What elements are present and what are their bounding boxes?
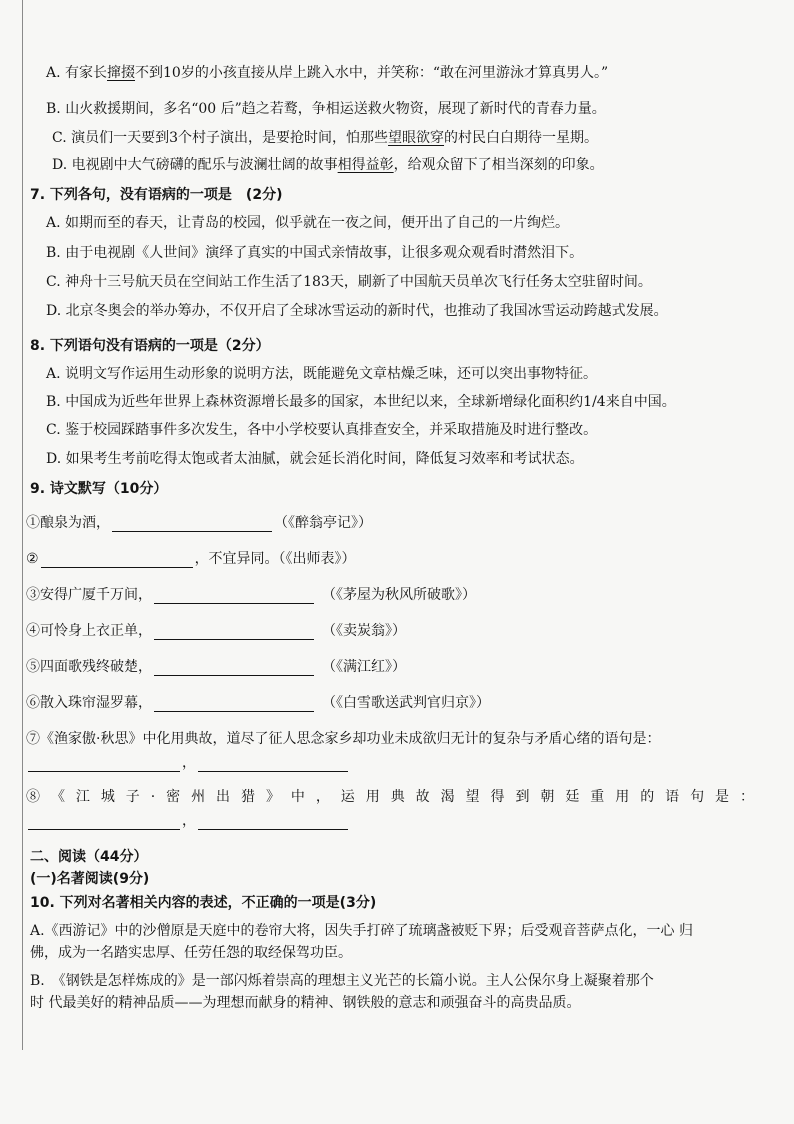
q8-option-a: A. 说明文写作运用生动形象的说明方法，既能避免文章枯燥乏味，还可以突出事物特征。 — [46, 366, 598, 382]
q9-7-answer-blank-2[interactable] — [198, 757, 348, 772]
q9-7-comma: ， — [182, 755, 196, 771]
q6-c-text-pre: C. 演员们一天要到3个村子演出，是要抢时间，怕那些 — [52, 130, 389, 146]
q8-title: 8. 下列语句没有语病的一项是（2分） — [30, 338, 270, 354]
q9-7-answer-blank-1[interactable] — [28, 757, 180, 772]
q9-item-2 — [26, 550, 356, 568]
q9-4-answer-blank[interactable] — [154, 625, 314, 640]
q10-option-a-line2: 佛，成为一名踏实忠厚、任劳任怨的取经保驾功臣。 — [30, 945, 352, 961]
q9-3-answer-blank[interactable] — [154, 589, 314, 604]
q9-6-source: （《白雪歌送武判官归京》） — [322, 695, 490, 711]
q9-1-prompt: ①酿泉为酒， — [26, 515, 110, 531]
q6-d-text-post: ，给观众留下了相当深刻的印象。 — [393, 157, 604, 173]
section2-title: 二、阅读（44分） — [30, 849, 148, 865]
q9-item-3 — [26, 586, 476, 604]
q9-6-answer-blank[interactable] — [154, 697, 314, 712]
q9-item-8-answers — [26, 812, 350, 830]
q9-1-source: （《醉翁亭记》） — [274, 515, 372, 531]
q6-a-text-pre: A. 有家长 — [46, 65, 108, 81]
q9-2-source: ，不宜异同。（《出师表》） — [194, 551, 356, 567]
q6-option-a — [46, 64, 608, 82]
q9-1-answer-blank[interactable] — [112, 517, 272, 532]
q9-4-prompt: ④可怜身上衣正单， — [26, 623, 152, 639]
q6-option-b: B. 山火救援期间，多名“00 后”趋之若鹜，争相运送救火物资，展现了新时代的青春力量。 — [46, 101, 606, 117]
q9-4-source: （《卖炭翁》） — [322, 623, 406, 639]
q9-item-4 — [26, 622, 406, 640]
q9-8-answer-blank-1[interactable] — [28, 815, 180, 830]
q7-option-b: B. 由于电视剧《人世间》演绎了真实的中国式亲情故事，让很多观众观看时潸然泪下。 — [46, 245, 584, 261]
q9-2-prompt: ② — [26, 551, 39, 567]
section2-subtitle: (一)名著阅读(9分) — [30, 871, 150, 887]
q7-option-d: D. 北京冬奥会的举办筹办，不仅开启了全球冰雪运动的新时代，也推动了我国冰雪运动跨越式发展。 — [46, 303, 668, 319]
q9-3-prompt: ③安得广厦千万间， — [26, 587, 152, 603]
q8-option-c: C. 鉴于校园踩踏事件多次发生，各中小学校要认真排查安全，并采取措施及时进行整改。 — [46, 422, 598, 438]
q9-item-8: ⑧《江城子·密州出猎》中，运用典故渴望得到朝廷重用的语句是： — [26, 789, 754, 805]
q9-item-5 — [26, 658, 406, 676]
q9-5-prompt: ⑤四面歌残终破楚， — [26, 659, 152, 675]
q6-d-text-pre: D. 电视剧中大气磅礴的配乐与波澜壮阔的故事 — [52, 157, 338, 173]
q10-title: 10. 下列对名著相关内容的表述，不正确的一项是(3分) — [30, 895, 377, 911]
q10-option-b-line2: 时 代最美好的精神品质——为理想而献身的精神、钢铁般的意志和顽强奋斗的高贵品质。 — [30, 995, 581, 1011]
q9-5-answer-blank[interactable] — [154, 661, 314, 676]
q6-c-underlined-word: 望眼欲穿 — [388, 130, 445, 146]
q8-option-d: D. 如果考生考前吃得太饱或者太油腻，就会延长消化时间，降低复习效率和考试状态。 — [46, 451, 584, 467]
q6-c-text-post: 的村民白白期待一星期。 — [444, 130, 599, 146]
q6-d-underlined-word: 相得益彰 — [337, 157, 394, 173]
q9-item-6 — [26, 694, 490, 712]
q9-item-7-answers — [26, 754, 350, 772]
q9-item-1 — [26, 514, 372, 532]
q6-option-d — [52, 156, 604, 174]
q6-a-underlined-word: 撺掇 — [107, 65, 136, 81]
q6-a-text-post: 不到10岁的小孩直接从岸上跳入水中，并笑称：“敢在河里游泳才算真男人。” — [135, 65, 609, 81]
q10-option-a-line1: A.《西游记》中的沙僧原是天庭中的卷帘大将，因失手打碎了琉璃盏被贬下界；后受观音菩萨点化，一心 归 — [30, 923, 694, 939]
q10-option-b-line1: B. 《钢铁是怎样炼成的》是一部闪烁着崇高的理想主义光芒的长篇小说。主人公保尔身上凝聚着那个 — [30, 973, 654, 989]
q6-option-c — [52, 129, 598, 147]
q9-5-source: （《满江红》） — [322, 659, 406, 675]
q9-item-7: ⑦《渔家傲·秋思》中化用典故，道尽了征人思念家乡却功业未成欲归无计的复杂与矛盾心绪的语句是： — [26, 731, 661, 747]
q9-6-prompt: ⑥散入珠帘湿罗幕， — [26, 695, 152, 711]
q7-title: 7. 下列各句，没有语病的一项是 (2分) — [30, 187, 283, 203]
q9-title: 9. 诗文默写（10分） — [30, 481, 168, 497]
q9-8-comma: ， — [182, 813, 196, 829]
q9-3-source: （《茅屋为秋风所破歌》） — [322, 587, 476, 603]
q7-option-a: A. 如期而至的春天，让青岛的校园，似乎就在一夜之间，便开出了自己的一片绚烂。 — [46, 215, 570, 231]
q9-8-answer-blank-2[interactable] — [198, 815, 348, 830]
q7-option-c: C. 神舟十三号航天员在空间站工作生活了183天，刷新了中国航天员单次飞行任务太空驻留时间。 — [46, 274, 652, 290]
q9-2-answer-blank[interactable] — [41, 553, 193, 568]
q8-option-b: B. 中国成为近些年世界上森林资源增长最多的国家，本世纪以来，全球新增绿化面积约1/4来自中国。 — [46, 394, 676, 410]
